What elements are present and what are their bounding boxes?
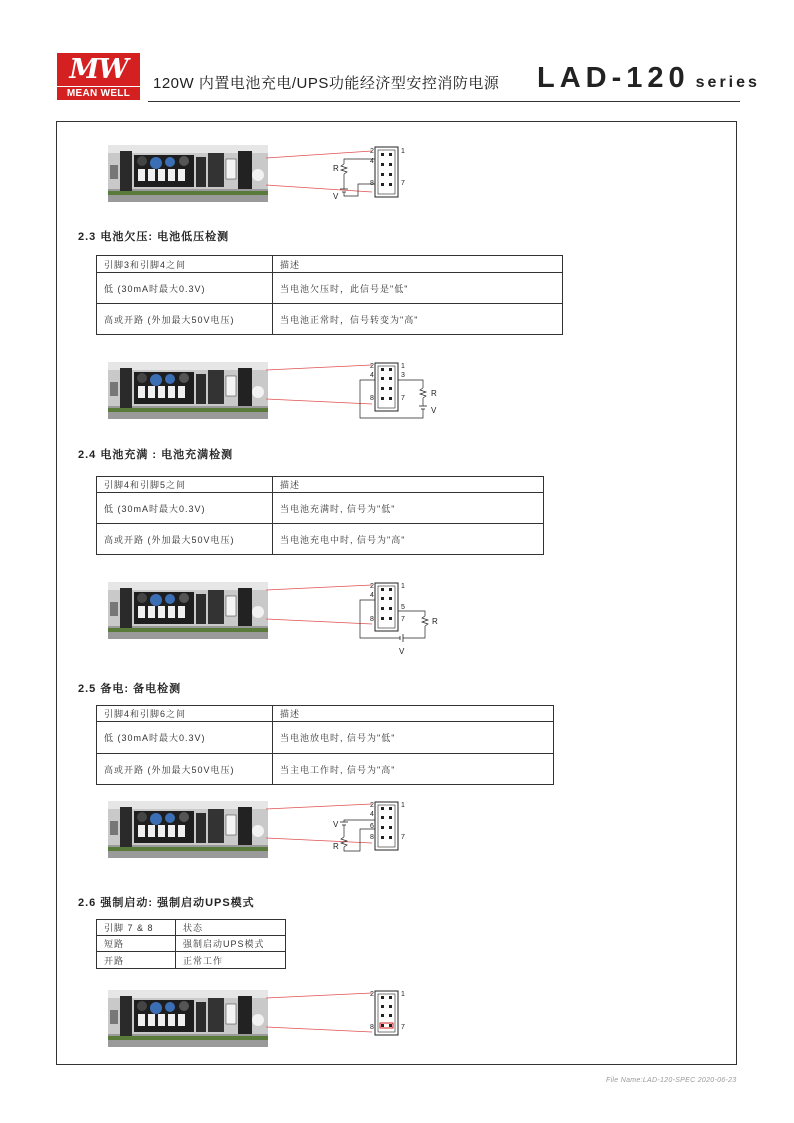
pin-label: 7	[401, 1024, 405, 1031]
pin-wiring-diagram	[355, 988, 415, 1040]
pin-label: 8	[370, 834, 374, 841]
table-cell: 当主电工作时, 信号为"高"	[273, 754, 554, 785]
psu-photo	[108, 145, 268, 202]
logo-text: MEAN WELL	[57, 87, 140, 100]
pin-label: 1	[401, 991, 405, 998]
pin-label: 1	[401, 802, 405, 809]
signal-table	[96, 255, 563, 335]
voltage-label: V	[399, 647, 405, 656]
series-label: series	[695, 74, 760, 91]
table-cell: 正常工作	[176, 952, 286, 969]
table-header: 引脚4和引脚5之间	[97, 477, 273, 493]
pin-wiring-diagram	[330, 144, 410, 204]
pin-label: 2	[370, 802, 374, 809]
pin-label: 6	[370, 823, 374, 830]
resistor-symbol	[422, 616, 428, 626]
table-cell: 开路	[97, 952, 176, 969]
model-heading	[537, 62, 760, 95]
pin-label: 1	[401, 363, 405, 370]
table-header: 描述	[273, 256, 563, 273]
pin-label: 1	[401, 583, 405, 590]
pin-wiring-diagram	[330, 799, 410, 859]
section-heading: 2.5 备电: 备电检测	[78, 683, 182, 695]
voltage-label: V	[431, 406, 437, 415]
table-cell: 当电池放电时, 信号为"低"	[273, 722, 554, 754]
table-header: 描述	[273, 706, 554, 722]
pin-label: 7	[401, 395, 405, 402]
psu-photo	[108, 362, 268, 419]
resistor-label: R	[333, 842, 339, 851]
header-divider	[148, 101, 740, 102]
pin-label: 2	[370, 583, 374, 590]
psu-photo	[108, 582, 268, 639]
mean-well-logo	[57, 53, 140, 100]
pin-label: 4	[370, 592, 374, 599]
pin-label: 7	[401, 834, 405, 841]
pin-label: 2	[370, 148, 374, 155]
pin-label: 4	[370, 158, 374, 165]
table-header: 描述	[273, 477, 544, 493]
table-cell: 短路	[97, 936, 176, 952]
voltage-label: V	[333, 192, 339, 201]
resistor-label: R	[431, 389, 437, 398]
table-header: 引脚4和引脚6之间	[97, 706, 273, 722]
section-heading: 2.4 电池充满 : 电池充满检测	[78, 449, 234, 461]
table-cell: 当电池充电中时, 信号为"高"	[273, 524, 544, 555]
psu-photo	[108, 990, 268, 1047]
table-cell: 当电池充满时, 信号为"低"	[273, 493, 544, 524]
resistor-label: R	[432, 617, 438, 626]
pin-label: 2	[370, 363, 374, 370]
table-header: 引脚 7 & 8	[97, 920, 176, 936]
resistor-symbol	[341, 164, 347, 174]
pin-label: 8	[370, 180, 374, 187]
table-cell: 高或开路 (外加最大50V电压)	[97, 524, 273, 555]
pin-label: 7	[401, 616, 405, 623]
status-table	[96, 919, 286, 969]
table-header: 引脚3和引脚4之间	[97, 256, 273, 273]
table-cell: 强制启动UPS模式	[176, 936, 286, 952]
pin-label: 3	[401, 372, 405, 379]
table-cell: 高或开路 (外加最大50V电压)	[97, 304, 273, 335]
pin-label: 5	[401, 604, 405, 611]
pin-label: 4	[370, 372, 374, 379]
section-heading: 2.6 强制启动: 强制启动UPS模式	[78, 897, 255, 909]
pin-wiring-diagram	[355, 360, 445, 422]
signal-table	[96, 705, 554, 785]
pin-label: 8	[370, 395, 374, 402]
resistor-label: R	[333, 164, 339, 173]
footer-filename: File Name:LAD-120-SPEC 2020-06-23	[606, 1077, 737, 1084]
table-cell: 低 (30mA时最大0.3V)	[97, 493, 273, 524]
table-cell: 低 (30mA时最大0.3V)	[97, 273, 273, 304]
resistor-symbol	[420, 388, 426, 398]
psu-photo	[108, 801, 268, 858]
resistor-symbol	[341, 837, 347, 847]
pin-label: 1	[401, 148, 405, 155]
table-cell: 低 (30mA时最大0.3V)	[97, 722, 273, 754]
voltage-label: V	[333, 820, 339, 829]
document-title: 120W 内置电池充电/UPS功能经济型安控消防电源	[153, 75, 500, 92]
pin-label: 8	[370, 616, 374, 623]
table-cell: 高或开路 (外加最大50V电压)	[97, 754, 273, 785]
pin-label: 2	[370, 991, 374, 998]
table-header: 状态	[176, 920, 286, 936]
table-cell: 当电池欠压时，此信号是"低"	[273, 273, 563, 304]
model-name: LAD-120	[537, 62, 690, 94]
pin-wiring-diagram	[355, 580, 445, 658]
logo-mark: MW	[57, 53, 140, 86]
pin-label: 7	[401, 180, 405, 187]
pin-label: 4	[370, 811, 374, 818]
section-heading: 2.3 电池欠压: 电池低压检测	[78, 231, 230, 243]
table-cell: 当电池正常时，信号转变为"高"	[273, 304, 563, 335]
pin-label: 8	[370, 1024, 374, 1031]
signal-table	[96, 476, 544, 555]
